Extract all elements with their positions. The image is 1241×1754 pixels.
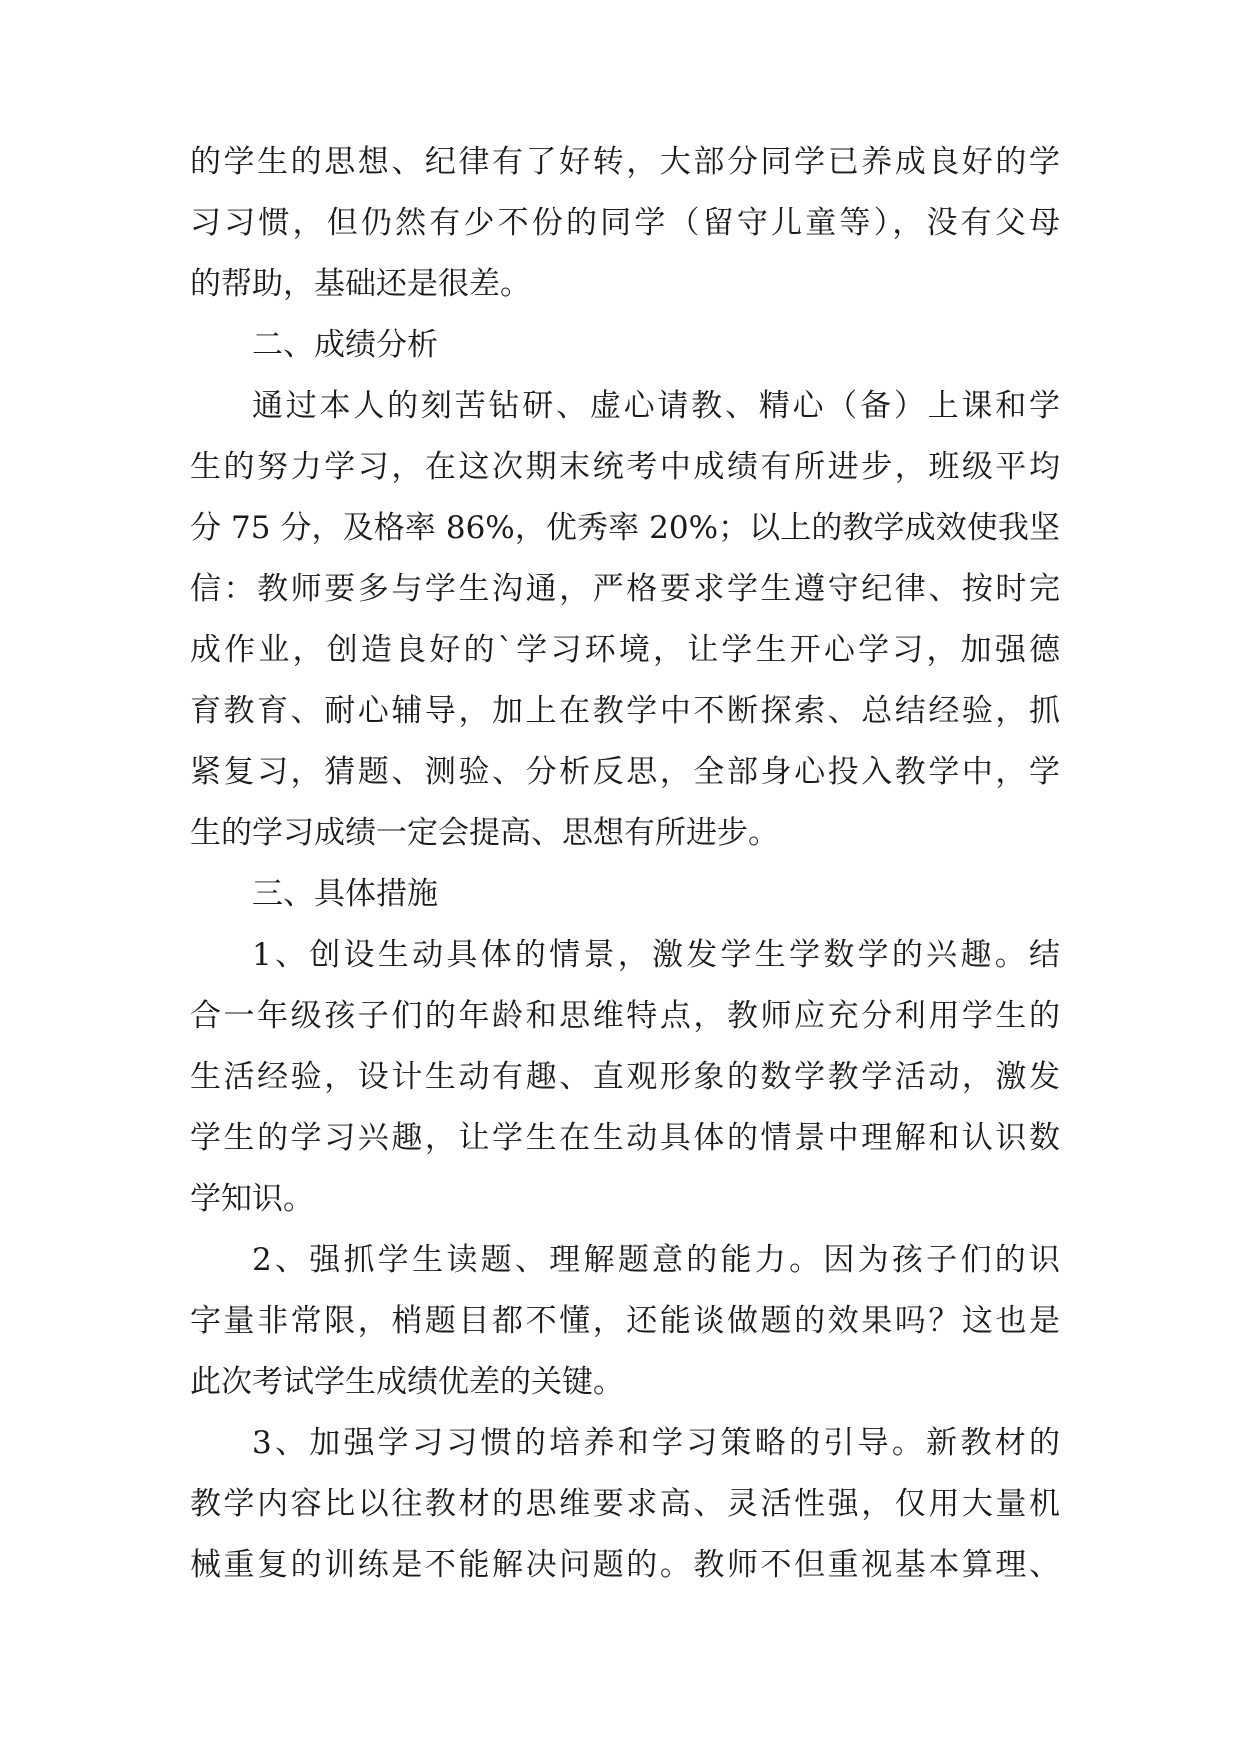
text-line-6: 生的努力学习，在这次期末统考中成绩有所进步，班级平均 bbox=[190, 449, 1060, 485]
text-line-3: 的帮助，基础还是很差。 bbox=[190, 266, 531, 302]
text-line-16: 生活经验，设计生动有趣、直观形象的数学教学活动，激发 bbox=[190, 1059, 1060, 1095]
text-line-23: 教学内容比以往教材的思维要求高、灵活性强，仅用大量机 bbox=[190, 1486, 1060, 1522]
text-line-9: 成作业，创造良好的`学习环境，让学生开心学习，加强德 bbox=[190, 632, 1060, 668]
text-line-2: 习习惯，但仍然有少不份的同学（留守儿童等），没有父母 bbox=[190, 205, 1060, 241]
text-line-8: 信：教师要多与学生沟通，严格要求学生遵守纪律、按时完 bbox=[190, 571, 1060, 607]
text-line-22: 3、加强学习习惯的培养和学习策略的引导。新教材的 bbox=[252, 1425, 1060, 1461]
text-line-14: 1、创设生动具体的情景，激发学生学数学的兴趣。结 bbox=[252, 937, 1060, 973]
text-line-20: 字量非常限，梢题目都不懂，还能谈做题的效果吗？这也是 bbox=[190, 1303, 1060, 1339]
text-line-10: 育教育、耐心辅导，加上在教学中不断探索、总结经验，抓 bbox=[190, 693, 1060, 729]
text-line-7: 分 75 分，及格率 86%，优秀率 20%；以上的教学成效使我坚 bbox=[190, 510, 1060, 546]
text-line-17: 学生的学习兴趣，让学生在生动具体的情景中理解和认识数 bbox=[190, 1120, 1060, 1156]
text-line-19: 2、强抓学生读题、理解题意的能力。因为孩子们的识 bbox=[252, 1242, 1060, 1278]
text-line-18: 学知识。 bbox=[190, 1181, 314, 1217]
section-heading-2: 二、成绩分析 bbox=[252, 327, 438, 363]
text-line-15: 合一年级孩子们的年龄和思维特点，教师应充分利用学生的 bbox=[190, 998, 1060, 1034]
text-line-12: 生的学习成绩一定会提高、思想有所进步。 bbox=[190, 815, 779, 851]
text-line-5: 通过本人的刻苦钻研、虚心请教、精心（备）上课和学 bbox=[252, 388, 1060, 424]
text-line-1: 的学生的思想、纪律有了好转，大部分同学已养成良好的学 bbox=[190, 144, 1060, 180]
text-line-21: 此次考试学生成绩优差的关键。 bbox=[190, 1364, 624, 1400]
section-heading-3: 三、具体措施 bbox=[252, 876, 438, 912]
text-line-24: 械重复的训练是不能解决问题的。教师不但重视基本算理、 bbox=[190, 1547, 1060, 1583]
text-line-11: 紧复习，猜题、测验、分析反思，全部身心投入教学中，学 bbox=[190, 754, 1060, 790]
